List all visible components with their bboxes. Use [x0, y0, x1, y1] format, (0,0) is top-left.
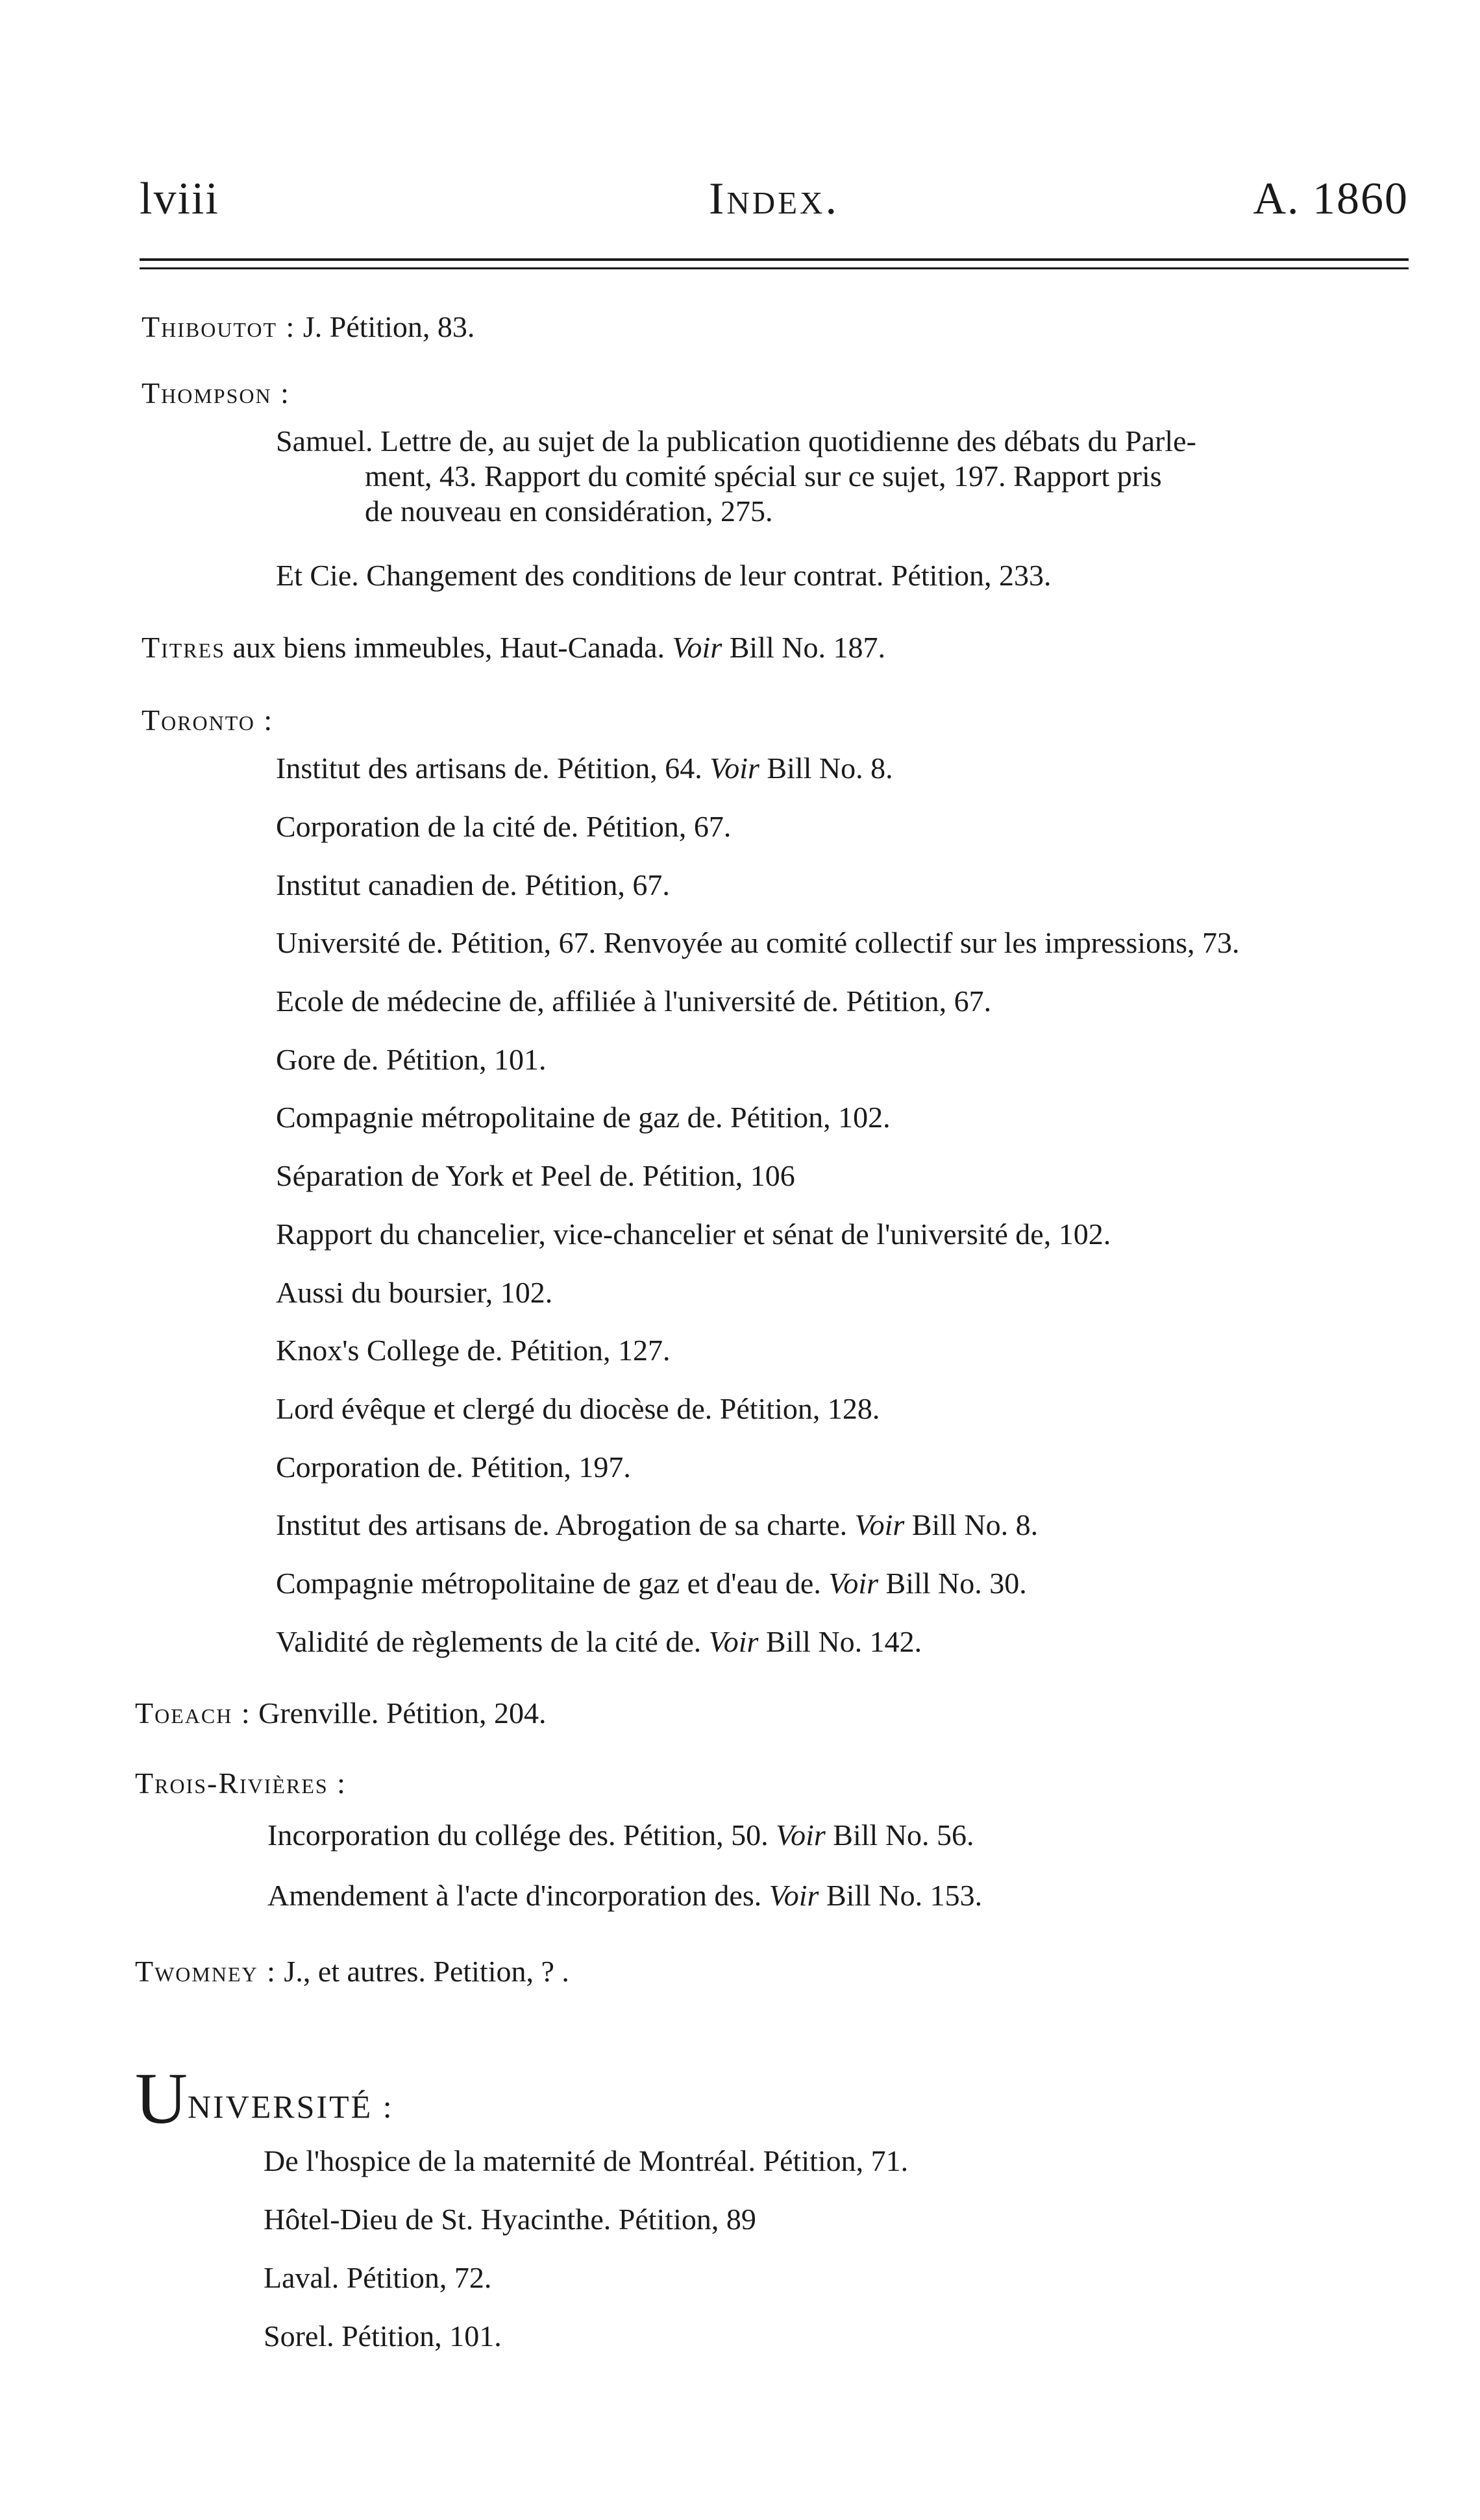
sub-entry-text: Validité de règlements de la cité de.: [276, 1625, 702, 1658]
sub-entry: Laval. Pétition, 72.: [264, 2261, 492, 2294]
voir-label: Voir: [828, 1567, 879, 1600]
entry-heading: Titres: [142, 631, 225, 664]
sub-entry: Knox's College de. Pétition, 127.: [276, 1334, 671, 1367]
sub-entry-samuel-line-2: ment, 43. Rapport du comité spécial sur ce sujet, 197. Rapport pris: [365, 459, 1162, 493]
voir-label: Voir: [708, 1625, 759, 1658]
sub-entry: Université de. Pétition, 67. Renvoyée au comité collectif sur les impressions, 73.: [276, 926, 1240, 959]
sub-entry-text: Amendement à l'acte d'incorporation des.: [267, 1879, 762, 1912]
sub-entry: Lord évêque et clergé du diocèse de. Pétition, 128.: [276, 1392, 880, 1425]
index-entry-titres: [142, 630, 885, 666]
sub-entry: [276, 1624, 922, 1660]
sub-entry: Sorel. Pétition, 101.: [264, 2319, 502, 2353]
entry-text: Grenville. Pétition, 204.: [258, 1696, 547, 1730]
entry-text: J. Pétition, 83.: [302, 310, 475, 343]
sub-entry: Ecole de médecine de, affiliée à l'université de. Pétition, 67.: [276, 985, 992, 1018]
bill-reference: Bill No. 187.: [729, 631, 885, 664]
sub-entry-text: Institut des artisans de. Abrogation de sa charte.: [276, 1508, 848, 1541]
sub-entry: Rapport du chancelier, vice-chancelier et sénat de l'université de, 102.: [276, 1217, 1111, 1251]
entry-text: aux biens immeubles, Haut-Canada.: [232, 631, 665, 664]
entry-heading: Trois-Rivières :: [135, 1767, 347, 1800]
sub-entry: Corporation de. Pétition, 197.: [276, 1450, 631, 1484]
bill-reference: Bill No. 30.: [885, 1567, 1027, 1600]
bill-reference: Bill No. 56.: [833, 1818, 974, 1852]
index-entry-trois-rivieres: [135, 1765, 347, 1802]
sub-entry: [267, 1878, 982, 1914]
index-entry-twomney: [135, 1953, 569, 1990]
voir-label: Voir: [769, 1879, 819, 1912]
sub-entry-text: Incorporation du collége des. Pétition, 50.: [267, 1818, 769, 1852]
sub-entry: Hôtel-Dieu de St. Hyacinthe. Pétition, 89: [264, 2203, 756, 2236]
sub-entry-samuel-line-1: Samuel. Lettre de, au sujet de la publication quotidienne des débats du Parle-: [276, 424, 1196, 458]
entry-heading: Twomney :: [135, 1955, 277, 1988]
bill-reference: Bill No. 153.: [826, 1879, 983, 1912]
section-heading-rest: NIVERSITÉ :: [187, 2088, 394, 2125]
running-head: [140, 170, 1409, 228]
bill-reference: Bill No. 8.: [911, 1508, 1039, 1541]
sub-entry: [276, 1565, 1027, 1602]
sub-entry: [276, 1507, 1038, 1543]
sub-entry: Séparation de York et Peel de. Pétition, 106: [276, 1159, 795, 1192]
entry-heading: Thiboutot :: [142, 310, 296, 343]
sub-entry: De l'hospice de la maternité de Montréal. Pétition, 71.: [264, 2144, 909, 2177]
sub-entry: Gore de. Pétition, 101.: [276, 1043, 547, 1076]
header-rule-top: [140, 258, 1409, 261]
sub-entry: Corporation de la cité de. Pétition, 67.: [276, 810, 732, 843]
index-entry-thiboutot: [142, 309, 475, 345]
section-heading-universite: [135, 2059, 394, 2144]
sub-entry-text: Institut des artisans de. Pétition, 64.: [276, 752, 702, 785]
page-number: lviii: [140, 174, 219, 224]
sub-entry-text: Compagnie métropolitaine de gaz et d'eau de.: [276, 1567, 821, 1600]
sub-entry-et-cie: Et Cie. Changement des conditions de leur contrat. Pétition, 233.: [276, 559, 1052, 592]
voir-label: Voir: [709, 752, 759, 785]
entry-heading: Toeach :: [135, 1696, 251, 1730]
voir-label: Voir: [776, 1818, 826, 1852]
index-entry-toeach: [135, 1695, 546, 1731]
entry-text: J., et autres. Petition, ? .: [284, 1955, 569, 1988]
header-rule-bottom: [140, 267, 1409, 269]
bill-reference: Bill No. 142.: [765, 1625, 922, 1658]
session-year: A. 1860: [1253, 174, 1409, 224]
sub-entry: [276, 750, 893, 787]
entry-heading: Toronto :: [142, 703, 274, 737]
drop-initial: U: [135, 2059, 188, 2139]
sub-entry: Aussi du boursier, 102.: [276, 1276, 553, 1309]
entry-heading: Thompson :: [142, 376, 290, 410]
sub-entry: Institut canadien de. Pétition, 67.: [276, 868, 670, 901]
voir-label: Voir: [672, 631, 722, 664]
sub-entry: [267, 1817, 974, 1853]
sub-entry: Compagnie métropolitaine de gaz de. Pétition, 102.: [276, 1101, 891, 1134]
voir-label: Voir: [854, 1508, 905, 1541]
sub-entry-samuel-line-3: de nouveau en considération, 275.: [365, 495, 773, 528]
index-entry-toronto: [142, 702, 273, 739]
page-title: Index.: [709, 174, 839, 224]
index-entry-thompson: [142, 375, 290, 411]
bill-reference: Bill No. 8.: [767, 752, 893, 785]
